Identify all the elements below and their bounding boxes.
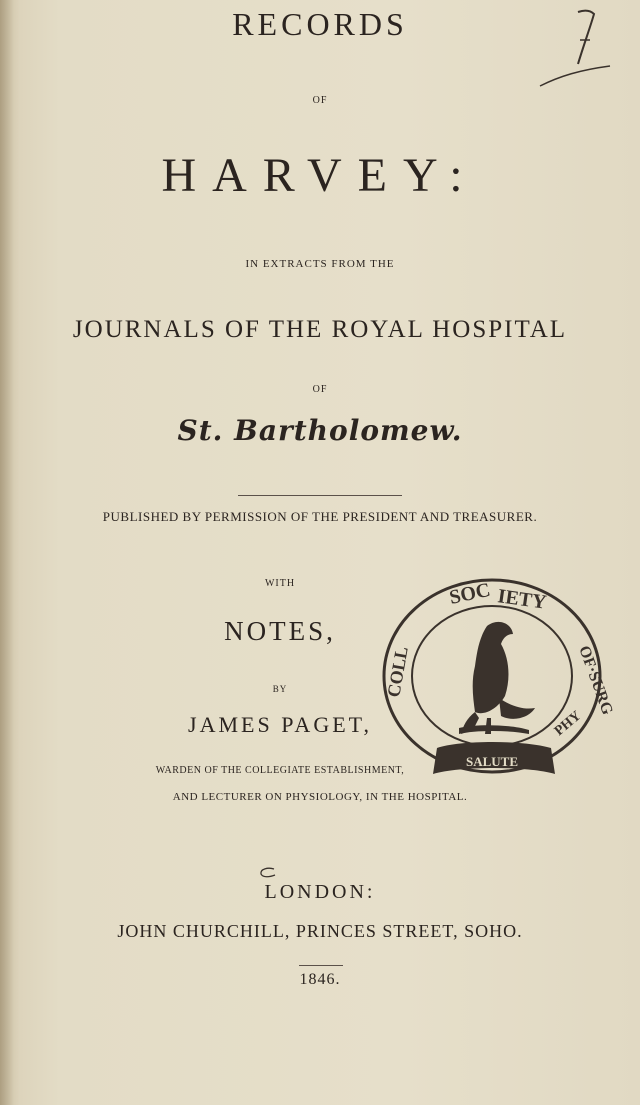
published-by-line: PUBLISHED BY PERMISSION OF THE PRESIDENT AND TREASURER. [102,509,538,524]
subtitle-extracts: IN EXTRACTS FROM THE [245,258,395,270]
divider-rule [238,495,402,496]
with-line: WITH [264,578,296,589]
svg-text:PHY: PHY [551,708,585,740]
svg-text:SOC: SOC [447,578,493,609]
svg-text:IETY: IETY [496,585,548,614]
of-line-1: OF [312,95,328,106]
imprint-london: LONDON: [264,881,376,903]
author-role-warden: WARDEN OF THE COLLEGIATE ESTABLISHMENT, [155,765,405,776]
title-records: RECORDS [232,6,408,42]
author-name: JAMES PAGET, [188,712,372,737]
title-harvey: HARVEY: [161,149,479,202]
imprint-year: 1846. [299,971,341,988]
author-role-lecturer: AND LECTURER ON PHYSIOLOGY, IN THE HOSPITAL. [172,791,468,803]
of-line-2: OF [312,384,328,395]
svg-text:COLL: COLL [383,644,412,699]
subtitle-bartholomew: St. Bartholomew. [177,414,463,447]
subtitle-journals: JOURNALS OF THE ROYAL HOSPITAL [72,316,568,343]
notes-line: NOTES, [224,616,336,646]
library-stamp-seal [379,578,616,804]
by-line: BY [272,684,288,694]
svg-text:SALUTE: SALUTE [465,754,519,769]
year-rule [299,965,343,966]
small-handwritten-mark [258,867,278,879]
svg-text:OF·SURG: OF·SURG [575,643,616,718]
handwritten-corner-mark [520,6,630,96]
imprint-publisher: JOHN CHURCHILL, PRINCES STREET, SOHO. [117,921,523,941]
